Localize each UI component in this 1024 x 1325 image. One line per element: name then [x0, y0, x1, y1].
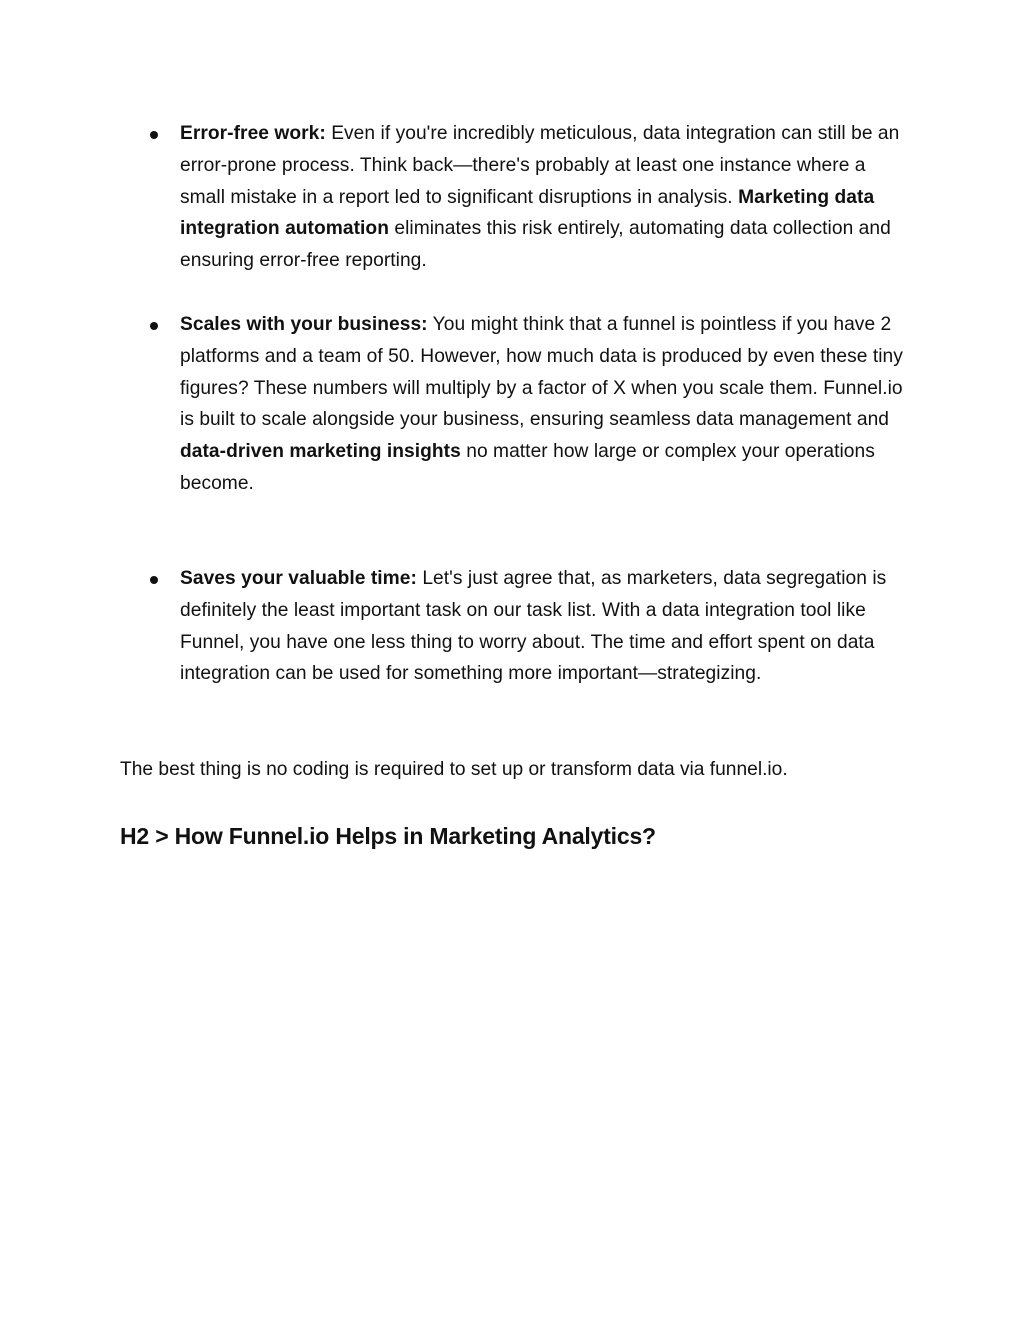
list-item-emphasis: Marketing data integration automation: [180, 186, 875, 240]
list-item-text: [180, 118, 906, 277]
closing-paragraph: The best thing is no coding is required to set up or transform data via funnel.io.: [120, 759, 788, 780]
list-item-lead: Error-free work:: [180, 123, 326, 144]
list-item-body: Even if you're incredibly meticulous, data integration can still be an error-prone process. Think back—there's probably at least one instance where a small mistake in a report led to significant disruptions in analysis.: [180, 123, 900, 208]
list-item-text: [180, 563, 906, 690]
list-item-emphasis: data-driven marketing insights: [180, 441, 461, 463]
bullet-icon: [150, 322, 158, 330]
list-item-lead: Scales with your business:: [180, 314, 428, 335]
bullet-icon: [150, 131, 158, 139]
list-item-body-end: eliminates this risk entirely, automating data collection and ensuring error-free reporting.: [180, 218, 891, 272]
list-item-body-end: no matter how large or complex your operations become.: [180, 441, 875, 494]
list-item-text: [180, 309, 906, 500]
bullet-icon: [150, 576, 158, 584]
list-item-body: Let's just agree that, as marketers, data segregation is definitely the least important task on our task list. With a data integration tool like Funnel, you have one less thing to worry about. The time and effort spent on data integration can be used for something more important—strategizing.: [180, 568, 887, 685]
list-item-lead: Saves your valuable time:: [180, 568, 417, 589]
list-item-body: You might think that a funnel is pointless if you have 2 platforms and a team of 50. However, how much data is produced by even these tiny figures? These numbers will multiply by a factor of X when you scale them. Funnel.io is built to scale alongside your business, ensuring seamless data management and: [180, 314, 903, 431]
section-heading: H2 > How Funnel.io Helps in Marketing Analytics?: [120, 823, 656, 849]
